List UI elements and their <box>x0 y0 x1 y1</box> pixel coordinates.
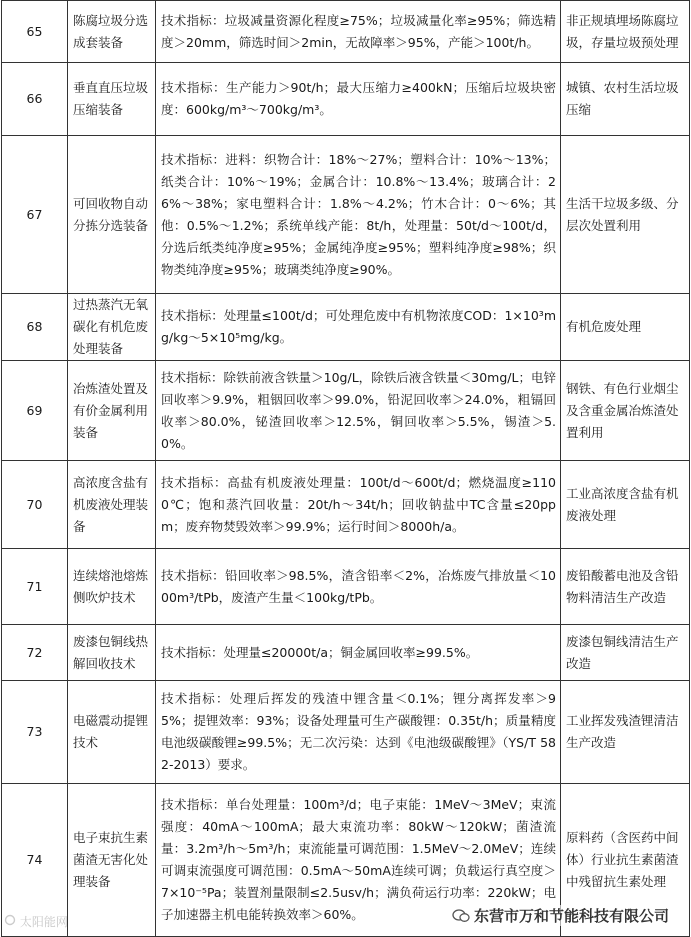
row-number: 72 <box>2 625 68 681</box>
application-scope: 非正规填埋场陈腐垃圾，存量垃圾预处理 <box>561 1 690 63</box>
row-number: 74 <box>2 784 68 937</box>
equipment-name: 垂直直压垃圾压缩装备 <box>68 63 156 136</box>
wechat-icon <box>452 909 470 923</box>
row-number: 73 <box>2 681 68 784</box>
watermark-left <box>4 913 68 930</box>
table-row <box>2 549 690 625</box>
table-row <box>2 625 690 681</box>
technical-spec: 技术指标：进料：织物合计：18%～27%；塑料合计：10%～13%；纸类合计：10%～19%；金属合计：10.8%～13.4%；玻璃合计：26%～38%；家电塑料合计：1.8%～4.2%；竹木合计：0～6%；其他：0.5%～1.2%；系统单线产能：8t/h，处理量：50t/d～100t/d，分选后纸类纯净度≥95%；金属纯净度≥95%；塑料纯净度≥98%；织物类纯净度≥95%；玻璃类纯净度≥90%。 <box>156 136 561 294</box>
application-scope: 有机危废处理 <box>561 294 690 361</box>
technical-spec: 技术指标：生产能力＞90t/h；最大压缩力≥400kN；压缩后垃圾块密度：600kg/m³～700kg/m³。 <box>156 63 561 136</box>
technical-spec: 技术指标：垃圾减量资源化程度≥75%；垃圾减量化率≥95%；筛选精度＞20mm，筛选时间＞2min，无故障率＞95%，产能＞100t/h。 <box>156 1 561 63</box>
row-number: 65 <box>2 1 68 63</box>
row-number: 70 <box>2 461 68 549</box>
technical-spec: 技术指标：处理后挥发的残渣中锂含量＜0.1%；锂分离挥发率＞95%；提锂效率：93%；设备处理量可生产碳酸锂：0.35t/h；质量精度电池级碳酸锂≥99.5%；无二次污染：达到《电池级碳酸锂》（YS/T 582-2013）要求。 <box>156 681 561 784</box>
equipment-name: 连续熔池熔炼侧吹炉技术 <box>68 549 156 625</box>
row-number: 69 <box>2 361 68 461</box>
technical-spec: 技术指标：处理量≤20000t/a；铜金属回收率≥99.5%。 <box>156 625 561 681</box>
row-number: 71 <box>2 549 68 625</box>
table-row <box>2 461 690 549</box>
application-scope: 废铅酸蓄电池及含铅物料清洁生产改造 <box>561 549 690 625</box>
table-row <box>2 361 690 461</box>
application-scope: 工业挥发残渣锂清洁生产改造 <box>561 681 690 784</box>
equipment-name: 冶炼渣处置及有价金属利用装备 <box>68 361 156 461</box>
swirl-logo-icon <box>4 914 16 926</box>
application-scope: 工业高浓度含盐有机废液处理 <box>561 461 690 549</box>
row-number: 67 <box>2 136 68 294</box>
technical-spec: 技术指标：铅回收率＞98.5%，渣含铅率＜2%，冶炼废气排放量＜1000m³/tPb，废渣产生量＜100kg/tPb。 <box>156 549 561 625</box>
equipment-name: 电磁震动提锂技术 <box>68 681 156 784</box>
equipment-name: 电子束抗生素菌渣无害化处理装备 <box>68 784 156 937</box>
equipment-name: 高浓度含盐有机废液处理装备 <box>68 461 156 549</box>
equipment-name: 陈腐垃圾分选成套装备 <box>68 1 156 63</box>
technical-spec: 技术指标：高盐有机废液处理量：100t/d～600t/d；燃烧温度≥1100℃；饱和蒸汽回收量：20t/h～34t/h；回收钠盐中TC含量≤20ppm；废弃物焚毁效率＞99.9%；运行时间＞8000h/a。 <box>156 461 561 549</box>
application-scope: 生活干垃圾多级、分层次处置利用 <box>561 136 690 294</box>
application-scope: 城镇、农村生活垃圾压缩 <box>561 63 690 136</box>
table-row <box>2 63 690 136</box>
application-scope: 废漆包铜线清洁生产改造 <box>561 625 690 681</box>
table-row <box>2 1 690 63</box>
watermark-right <box>452 905 669 926</box>
technical-spec: 技术指标：单台处理量：100m³/d；电子束能：1MeV～3MeV；束流强度：40mA～100mA；最大束流功率：80kW～120kW；菌渣流量：3.2m³/h～5m³/h；束流能量可调范围：1.5MeV～2.0MeV；连续可调束流强度可调范围：0.5mA～50mA连续可调；负载运行真空度＞7×10⁻⁵Pa；装置剂量限制≤2.5usv/h；满负荷运行功率：220kW；电子加速器主机电能转换效率＞60%。 <box>156 784 561 937</box>
table-row <box>2 136 690 294</box>
equipment-name: 过热蒸汽无氧碳化有机危废处理装备 <box>68 294 156 361</box>
table-row <box>2 294 690 361</box>
technical-spec: 技术指标：除铁前液含铁量＞10g/L，除铁后液含铁量＜30mg/L；电锌回收率＞9.9%，粗铟回收率＞99.0%，铅泥回收率＞24.0%，粗镉回收率＞80.0%，铋渣回收率＞12.5%，铜回收率＞5.5%，锡渣＞5.0%。 <box>156 361 561 461</box>
equipment-name: 可回收物自动分拣分选装备 <box>68 136 156 294</box>
table-row <box>2 681 690 784</box>
row-number: 68 <box>2 294 68 361</box>
application-scope: 原料药（含医药中间体）行业抗生素菌渣中残留抗生素处理 <box>561 784 690 937</box>
equipment-name: 废漆包铜线热解回收技术 <box>68 625 156 681</box>
equipment-table <box>1 0 690 937</box>
row-number: 66 <box>2 63 68 136</box>
watermark-left-text: 太阳能网 <box>19 915 68 929</box>
watermark-right-text: 东营市万和节能科技有限公司 <box>473 907 669 925</box>
application-scope: 钢铁、有色行业烟尘及含重金属冶炼渣处置利用 <box>561 361 690 461</box>
technical-spec: 技术指标：处理量≤100t/d；可处理危废中有机物浓度COD：1×10³mg/kg～5×10⁵mg/kg。 <box>156 294 561 361</box>
